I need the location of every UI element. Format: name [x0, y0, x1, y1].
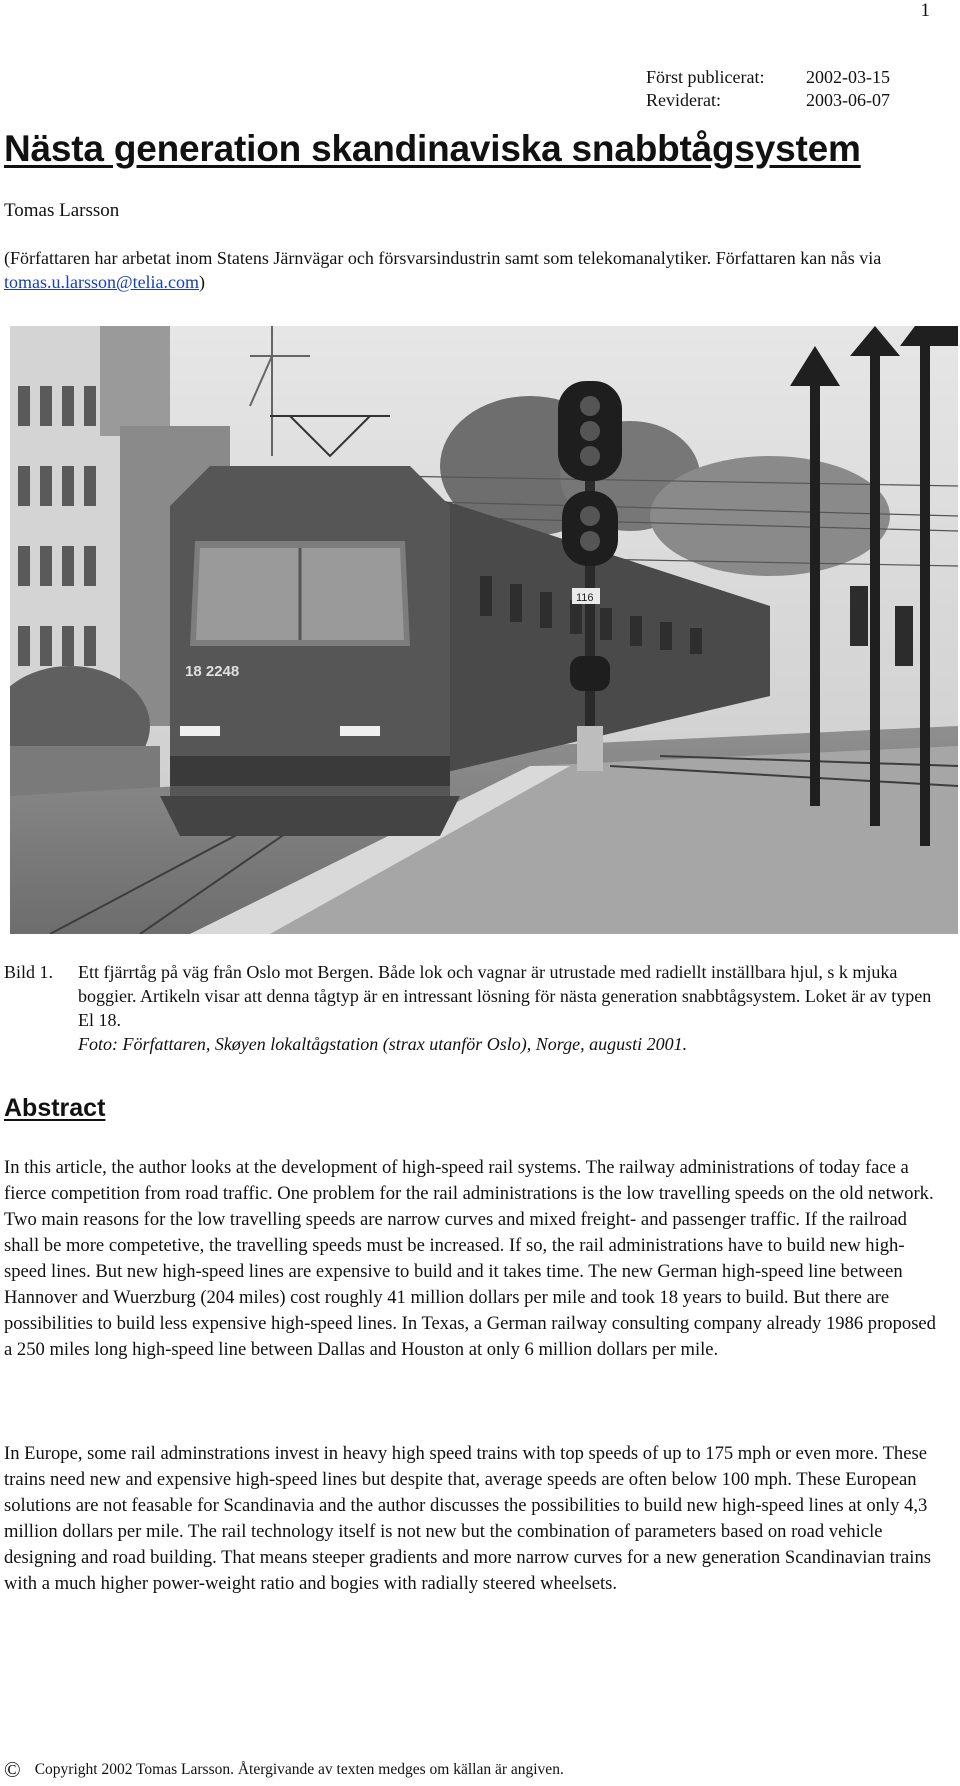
abstract-heading: Abstract	[4, 1094, 106, 1122]
revised-value: 2003-06-07	[806, 90, 890, 110]
footer-copyright	[4, 1757, 564, 1782]
revised-label: Reviderat:	[646, 90, 721, 110]
caption-credit: Foto: Författaren, Skøyen lokaltågstation (strax utanför Oslo), Norge, augusti 2001.	[78, 1034, 688, 1054]
author-email-link[interactable]: tomas.u.larsson@telia.com	[4, 272, 200, 292]
bio-text-end: )	[199, 272, 206, 292]
locomotive-number: 18 2248	[185, 663, 240, 680]
author-bio	[4, 246, 944, 294]
caption-text: Ett fjärrtåg på väg från Oslo mot Bergen. Både lok och vagnar är utrustade med radiellt inställbara hjul, s k mjuka boggier. Artikeln visar att denna tågtyp är en intressant lösning för nästa generation snabbtågsystem. Loket är av typen El 18.	[78, 962, 932, 1030]
photo-caption	[4, 960, 949, 1056]
published-row	[646, 66, 890, 89]
article-title: Nästa generation skandinaviska snabbtågsystem	[4, 128, 861, 169]
published-value: 2002-03-15	[806, 67, 890, 87]
published-label: Först publicerat:	[646, 67, 765, 87]
bio-text: (Författaren har arbetat inom Statens Järnvägar och försvarsindustrin samt som telekomanalytiker. Författaren kan nås via	[4, 248, 882, 268]
copyright-text: Copyright 2002 Tomas Larsson. Återgivande av texten medges om källan är angiven.	[34, 1761, 564, 1778]
copyright-symbol: ©	[4, 1757, 21, 1782]
caption-number: Bild 1.	[4, 962, 54, 982]
publication-dates	[646, 66, 890, 112]
abstract-paragraph-1: In this article, the author looks at the development of high-speed rail systems. The railway administrations of today face a fierce competition from road traffic. One problem for the rail administrations is the low travelling speeds on the old network. Two main reasons for the low travelling speeds are narrow curves and mixed freight- and passenger traffic. If the railroad shall be more competetive, the travelling speeds must be increased. If so, the rail administrations have to build new high-speed lines. But new high-speed lines are expensive to build and it takes time. The new German high-speed line between Hannover and Wuerzburg (204 miles) cost roughly 41 million dollars per mile and took 18 years to build. But there are possibilities to build less expensive high-speed lines. In Texas, a German railway consulting company already 1986 proposed a 250 miles long high-speed line between Dallas and Houston at only 6 million dollars per mile.	[4, 1157, 936, 1360]
signal-plate-number: 116	[576, 592, 594, 604]
abstract-paragraph-2: In Europe, some rail adminstrations invest in heavy high speed trains with top speeds of up to 175 mph or even more. These trains need new and expensive high-speed lines but despite that, average speeds are often below 100 mph. These European solutions are not feasable for Scandinavia and the author discusses the possibilities to build new high-speed lines at only 4,3 million dollars per mile. The rail technology itself is not new but the combination of parameters based on road vehicle designing and road building. That means steeper gradients and more narrow curves for a new generation Scandinavian trains with a much higher power-weight ratio and bogies with radially steered wheelsets.	[4, 1443, 931, 1594]
revised-row	[646, 89, 890, 112]
author-name: Tomas Larsson	[4, 200, 120, 221]
train-photo-illustration	[10, 326, 958, 934]
train-photo	[10, 326, 958, 934]
page-number: 1	[920, 0, 930, 21]
